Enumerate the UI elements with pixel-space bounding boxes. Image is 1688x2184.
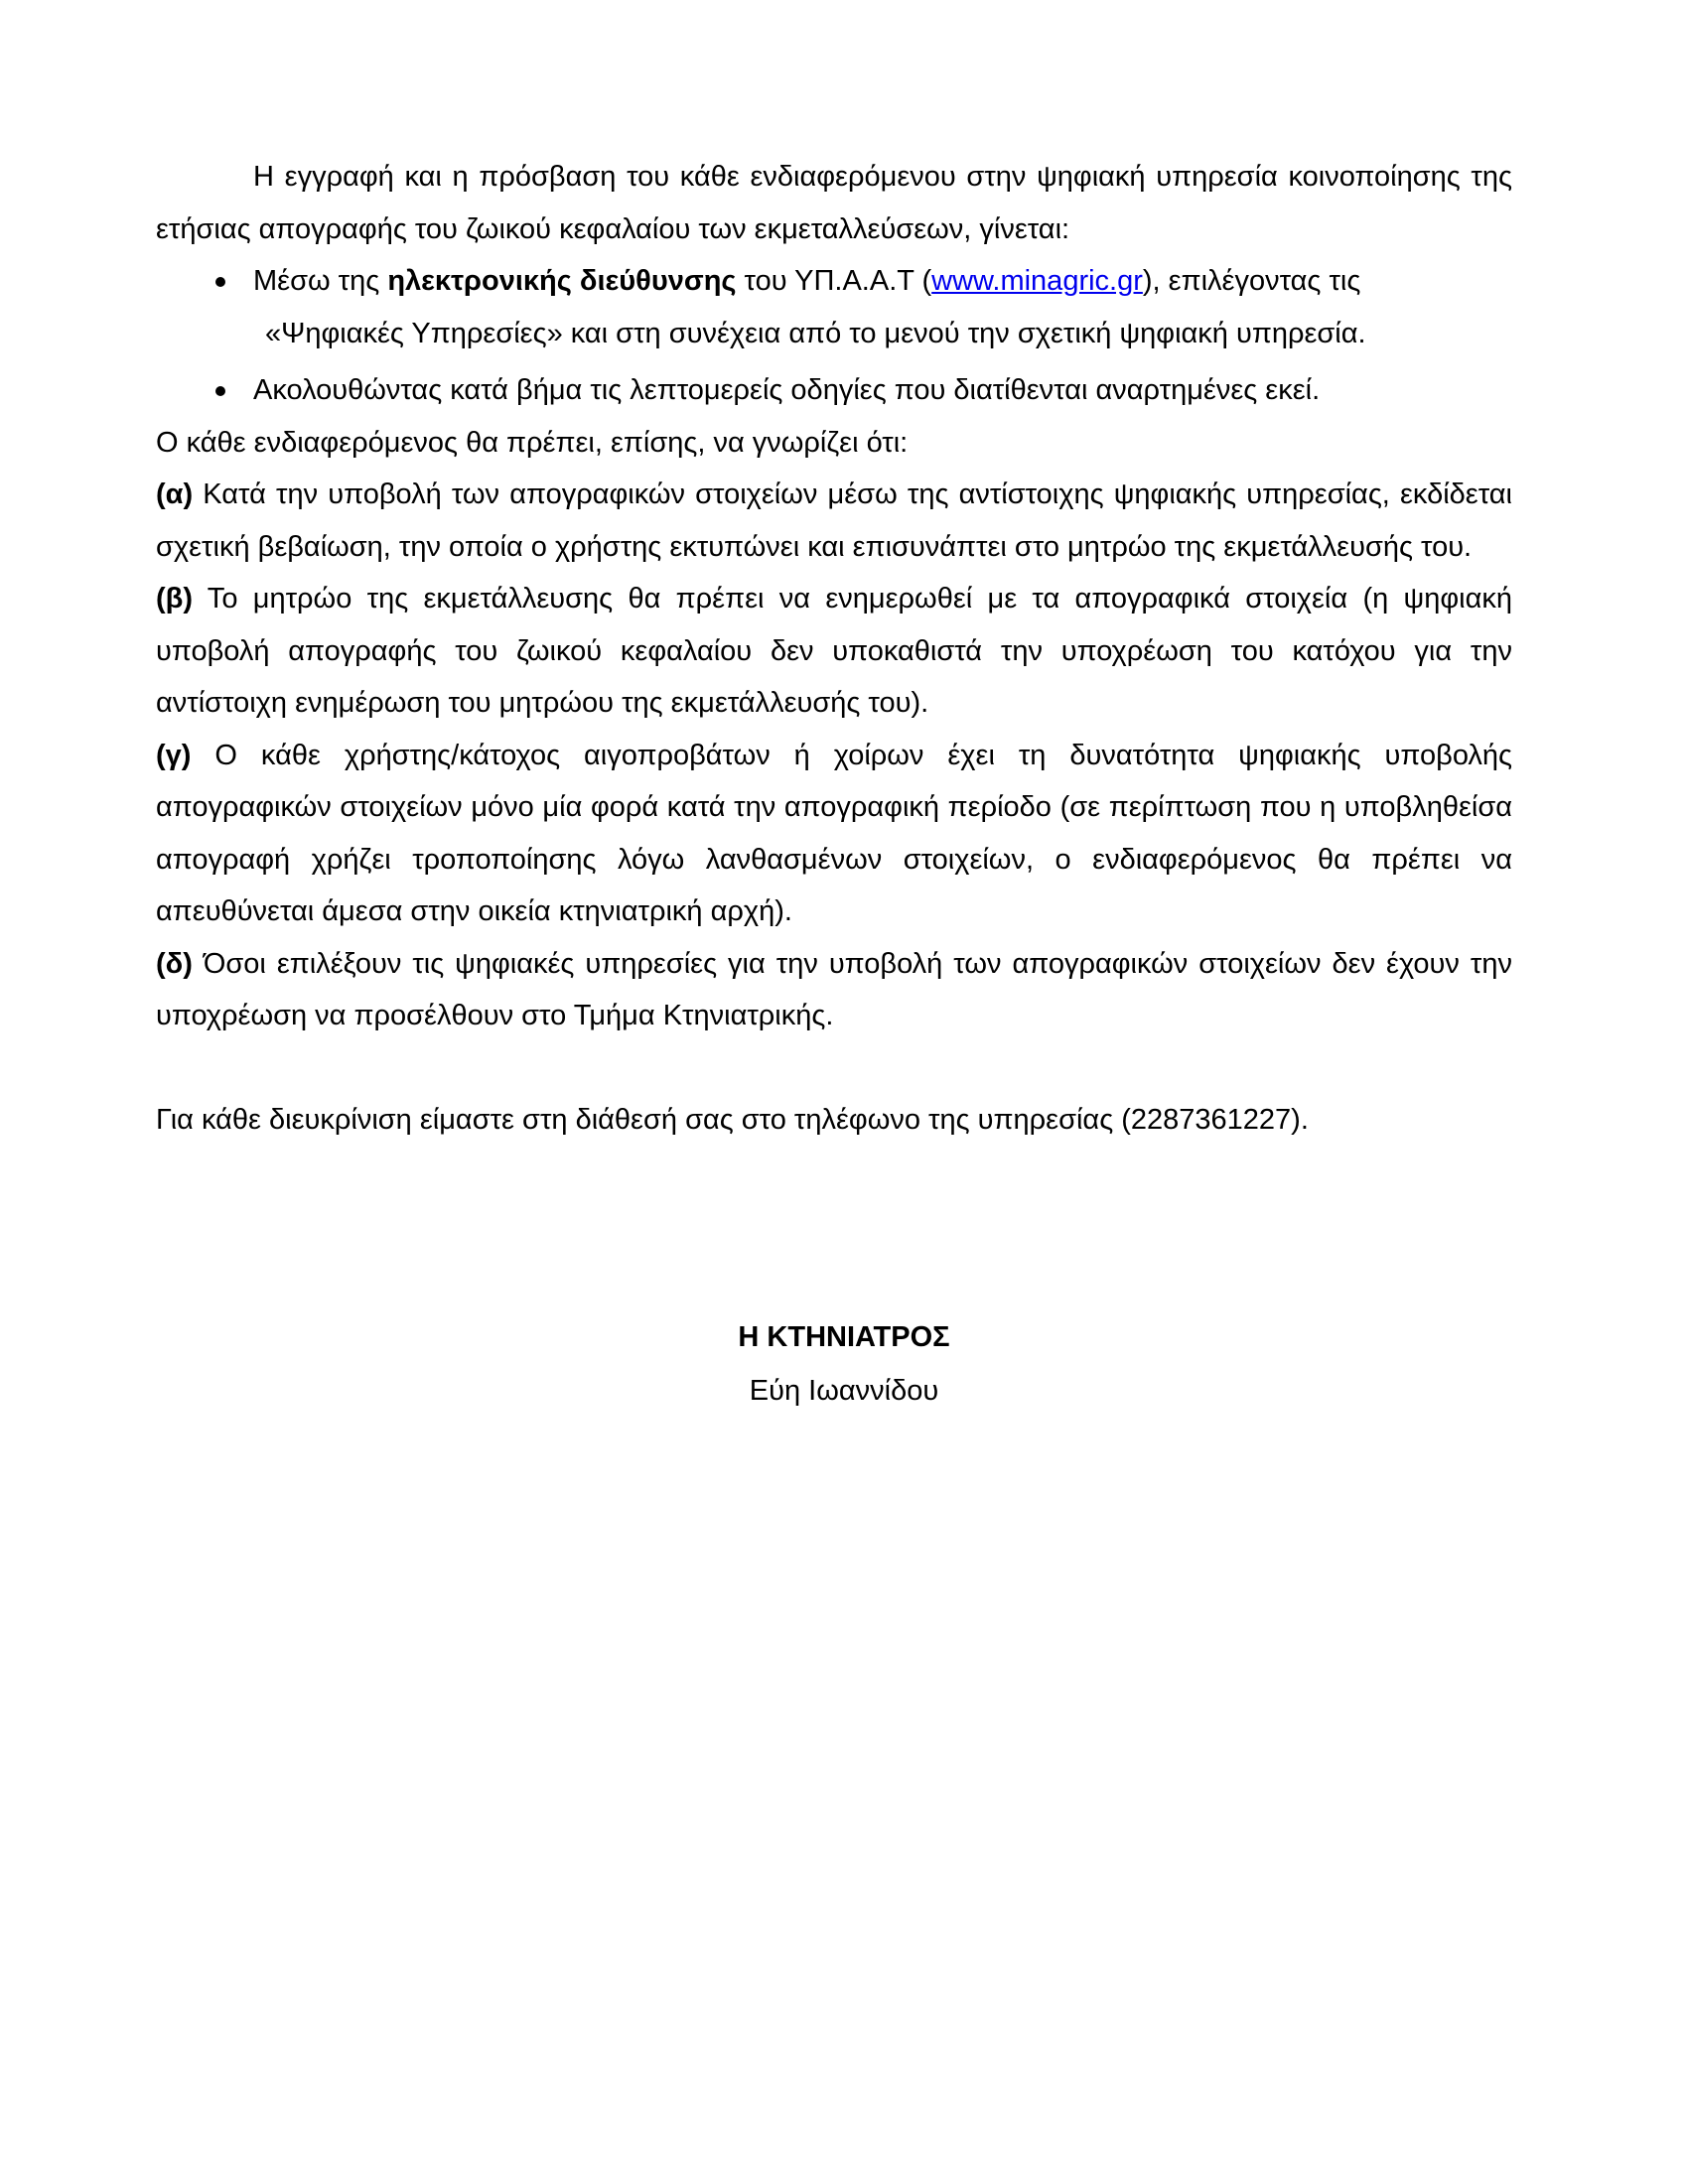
bullet1-line2: «Ψηφιακές Υπηρεσίες» και στη συνέχεια από το μενού την σχετική ψηφιακή υπηρεσία. (265, 317, 1366, 349)
signature-title: Η ΚΤΗΝΙΑΤΡΟΣ (738, 1321, 950, 1353)
instructions-list (156, 255, 1512, 417)
bullet1-bold: ηλεκτρονικής διεύθυνσης (387, 265, 737, 297)
item-b (156, 573, 1512, 730)
bullet1-pre: Μέσω της (253, 265, 388, 297)
signature-block (0, 1310, 1688, 1418)
item-a (156, 469, 1512, 573)
item-label: (α) (156, 478, 194, 510)
item-text: Ο κάθε χρήστης/κάτοχος αιγοπροβάτων ή χοίρων έχει τη δυνατότητα ψηφιακής υποβολής απογραφικών στοιχείων μόνο μία φορά κατά την απογραφική περίοδο (σε περίπτωση που η υποβληθείσα απογραφή χρήζει τροποποίησης λόγω λανθασμένων στοιχείων, ο ενδιαφερόμενος θα πρέπει να απευθύνεται άμεσα στην οικεία κτηνιατρική αρχή). (156, 739, 1512, 927)
item-label: (β) (156, 583, 194, 614)
item-label: (γ) (156, 739, 192, 771)
bullet1-post: ), επιλέγοντας τις (1142, 265, 1361, 297)
item-d (156, 938, 1512, 1042)
bullet1-mid: του ΥΠ.Α.Α.Τ ( (736, 265, 932, 297)
also-know-paragraph: Ο κάθε ενδιαφερόμενος θα πρέπει, επίσης, να γνωρίζει ότι: (156, 426, 909, 459)
bullet-icon (215, 277, 225, 287)
item-text: Όσοι επιλέξουν τις ψηφιακές υπηρεσίες για την υποβολή των απογραφικών στοιχείων δεν έχουν την υποχρέωση να προσέλθουν στο Τμήμα Κτηνιατρικής. (156, 947, 1512, 1031)
document-body (156, 151, 1512, 1146)
item-text: Το μητρώο της εκμετάλλευσης θα πρέπει να ενημερωθεί με τα απογραφικά στοιχεία (η ψηφιακή υποβολή απογραφής του ζωικού κεφαλαίου δεν υποκαθιστά την υποχρέωση του κατόχου για την αντίστοιχη ενημέρωση του μητρώου της εκμετάλλευσής του). (156, 583, 1512, 719)
minagric-link[interactable]: www.minagric.gr (931, 265, 1143, 297)
item-text: Κατά την υποβολή των απογραφικών στοιχείων μέσω της αντίστοιχης ψηφιακής υπηρεσίας, εκδίδεται σχετική βεβαίωση, την οποία ο χρήστης εκτυπώνει και επισυνάπτει στο μητρώο της εκμετάλλευσής του. (156, 478, 1512, 563)
list-item (156, 255, 1512, 359)
bullet-icon (215, 386, 225, 396)
intro-paragraph: Η εγγραφή και η πρόσβαση του κάθε ενδιαφερόμενου στην ψηφιακή υπηρεσία κοινοποίησης της ετήσιας απογραφής του ζωικού κεφαλαίου των εκμεταλλεύσεων, γίνεται: (156, 161, 1512, 245)
signature-name: Εύη Ιωαννίδου (749, 1375, 939, 1407)
item-label: (δ) (156, 947, 193, 980)
bullet2-text: Ακολουθώντας κατά βήμα τις λεπτομερείς οδηγίες που διατίθενται αναρτημένες εκεί. (253, 374, 1321, 406)
contact-paragraph: Για κάθε διευκρίνιση είμαστε στη διάθεσή σας στο τηλέφωνο της υπηρεσίας (2287361227). (156, 1103, 1309, 1136)
list-item (156, 364, 1512, 417)
item-c (156, 730, 1512, 938)
